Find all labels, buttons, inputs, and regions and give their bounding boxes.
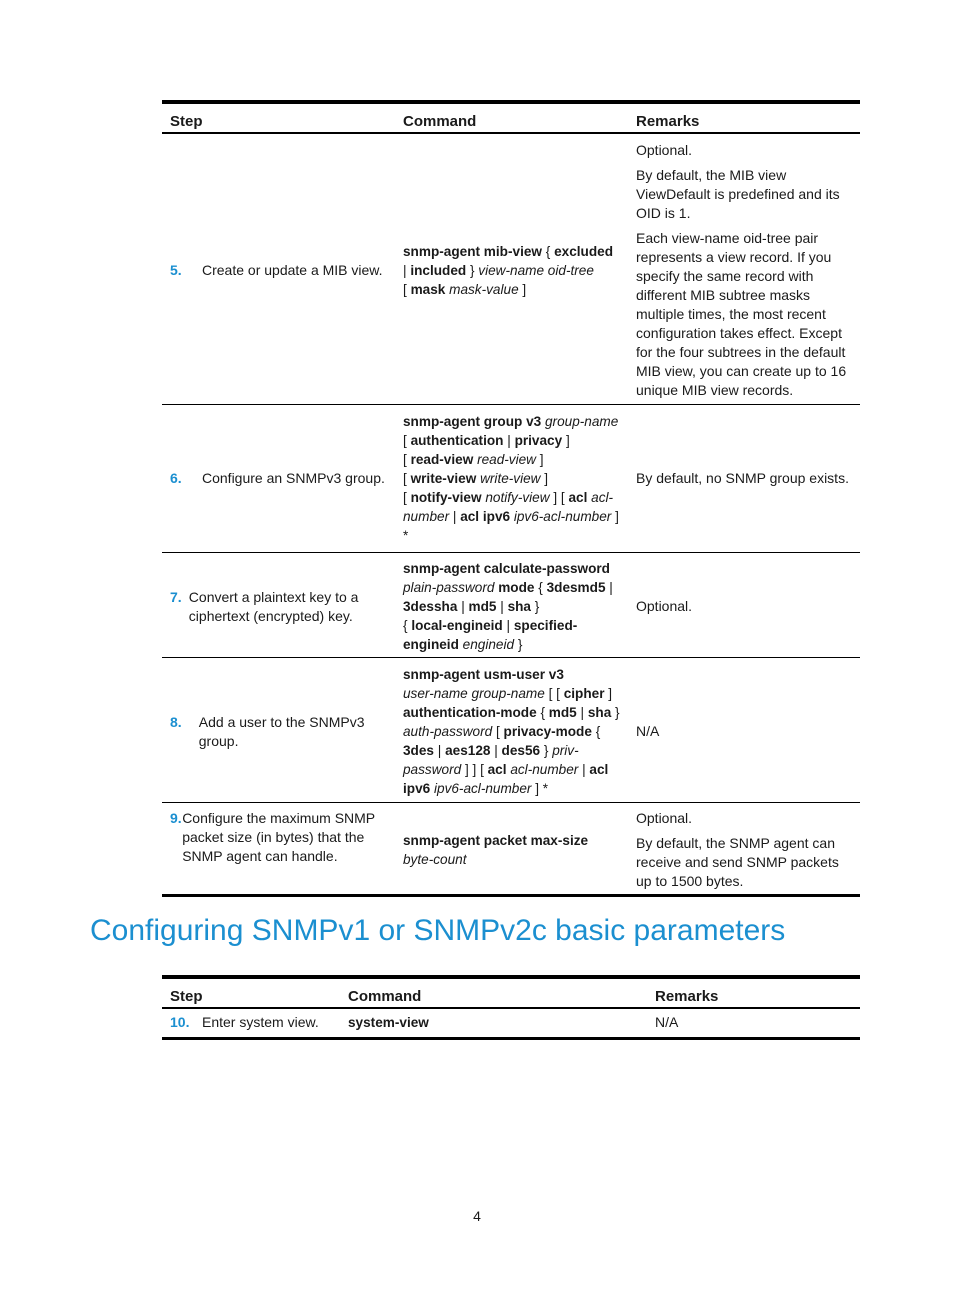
remark-paragraph: Optional.	[636, 142, 693, 158]
command-syntax: ] [	[549, 490, 569, 505]
command-syntax: |	[433, 743, 446, 758]
command-syntax: ] ] [	[461, 762, 488, 777]
command-syntax: |	[503, 433, 515, 448]
remarks-cell	[628, 658, 860, 803]
command-syntax: |	[502, 618, 514, 633]
command-syntax: }	[514, 637, 523, 652]
table-header-row	[162, 102, 860, 133]
command-line	[403, 488, 620, 545]
command-syntax: {	[591, 724, 601, 739]
command-syntax: |	[496, 599, 508, 614]
command-argument: auth-password	[403, 724, 493, 739]
command-keyword: notify-view	[410, 490, 482, 505]
remarks-cell	[628, 133, 860, 405]
table-row	[162, 1008, 860, 1039]
step-description: Configure an SNMPv3 group.	[202, 470, 385, 486]
step-cell	[162, 553, 395, 658]
step-cell	[162, 1008, 340, 1039]
command-syntax: [	[403, 282, 411, 297]
header-remarks: Remarks	[655, 988, 719, 1005]
command-syntax: |	[490, 743, 502, 758]
command-syntax: {	[534, 580, 547, 595]
command-syntax: {	[541, 244, 555, 259]
command-keyword: 3dessha	[403, 599, 458, 614]
step	[170, 809, 387, 866]
command-argument: ipv6-acl-number	[513, 509, 612, 524]
command-keyword: acl ipv6	[460, 509, 511, 524]
command-syntax: |	[403, 263, 411, 278]
command-keyword: privacy	[514, 433, 563, 448]
command-argument: notify-view	[485, 490, 550, 505]
table-row	[162, 553, 860, 658]
remark-paragraph: N/A	[655, 1014, 679, 1030]
command-keyword: 3des	[403, 743, 434, 758]
command-line	[403, 242, 620, 280]
table-header-row	[162, 977, 860, 1008]
command-keyword: privacy-mode	[503, 724, 592, 739]
command-keyword: snmp-agent packet max-size	[403, 833, 589, 848]
command-cell	[395, 658, 628, 803]
command-argument: mask-value	[449, 282, 519, 297]
step-cell	[162, 803, 395, 896]
command-syntax: |	[457, 599, 469, 614]
command-syntax: [	[403, 471, 411, 486]
step-cell	[162, 133, 395, 405]
command-cell	[340, 1008, 647, 1039]
command-argument: view-name oid-tree	[478, 263, 594, 278]
command-argument: engineid	[462, 637, 515, 652]
command-line	[403, 665, 620, 684]
command-keyword: mode	[498, 580, 535, 595]
command-line	[403, 850, 620, 869]
command-syntax: ] *	[531, 781, 549, 796]
remark-paragraph: N/A	[636, 723, 660, 739]
command-syntax: }	[466, 263, 479, 278]
step-number: 6.	[170, 470, 182, 486]
command-argument: ipv6-acl-number	[433, 781, 532, 796]
command-keyword: md5	[468, 599, 497, 614]
step-description: Enter system view.	[202, 1014, 319, 1030]
command-keyword: snmp-agent usm-user v3	[403, 667, 564, 682]
command-argument: read-view	[477, 452, 536, 467]
command-keyword: snmp-agent calculate-password	[403, 561, 610, 576]
command-line	[403, 412, 620, 431]
command-cell	[395, 133, 628, 405]
step-description: Create or update a MIB view.	[202, 262, 383, 278]
command-syntax: ]	[536, 452, 544, 467]
command-keyword: specified-engineid	[403, 618, 578, 652]
command-syntax: [ [	[544, 686, 564, 701]
step-number: 5.	[170, 262, 182, 278]
step	[170, 1013, 332, 1032]
command-syntax: [	[403, 490, 411, 505]
step-number: 8.	[170, 713, 182, 730]
command-keyword: md5	[548, 705, 577, 720]
command-syntax: {	[403, 618, 412, 633]
command-keyword: sha	[587, 705, 612, 720]
command-keyword: aes128	[445, 743, 491, 758]
command-argument: byte-count	[403, 852, 467, 867]
command-line	[403, 616, 620, 654]
command-syntax: }	[540, 743, 553, 758]
config-table-2	[162, 975, 860, 1040]
command-argument: group-name	[545, 414, 619, 429]
command-keyword: write-view	[410, 471, 477, 486]
command-syntax: |	[605, 580, 613, 595]
command-argument: acl-number	[510, 762, 579, 777]
command-syntax: |	[578, 762, 590, 777]
command-keyword: acl	[568, 490, 588, 505]
command-line	[403, 431, 620, 450]
command-syntax: [	[492, 724, 504, 739]
command-keyword: des56	[501, 743, 541, 758]
remark-paragraph: Optional.	[636, 810, 693, 826]
header-step: Step	[170, 113, 203, 130]
command-syntax: ]	[518, 282, 527, 297]
command-line	[403, 559, 620, 578]
command-argument: plain-password	[403, 580, 495, 595]
command-cell	[395, 553, 628, 658]
command-keyword: cipher	[563, 686, 605, 701]
command-line	[403, 684, 620, 798]
command-line	[403, 280, 620, 299]
header-command: Command	[348, 988, 422, 1005]
command-argument: write-view	[480, 471, 541, 486]
remarks-cell	[647, 1008, 860, 1039]
command-keyword: system-view	[348, 1015, 429, 1030]
step-number: 10.	[170, 1014, 190, 1030]
command-cell	[395, 405, 628, 553]
command-keyword: acl ipv6	[403, 762, 609, 796]
step-cell	[162, 405, 395, 553]
command-keyword: snmp-agent mib-view	[403, 244, 542, 259]
remark-paragraph: By default, the MIB view ViewDefault is predefined and its OID is 1.	[636, 167, 840, 221]
step-description: Add a user to the SNMPv3 group.	[198, 713, 365, 749]
remark-paragraph: By default, no SNMP group exists.	[636, 470, 849, 486]
remark-paragraph: Each view-name oid-tree pair represents a view record. If you specify the same record with different MIB subtree masks multiple times, the most recent configuration takes effect. Except for the four subtrees in the default MIB view, you can create up to 16 unique MIB view records.	[636, 230, 847, 398]
command-line	[403, 578, 620, 616]
step-number: 7.	[170, 588, 182, 605]
header-remarks: Remarks	[636, 113, 700, 130]
command-argument: acl-number	[403, 490, 614, 524]
step-description: Configure the maximum SNMP packet size (in bytes) that the SNMP agent can handle.	[182, 810, 375, 864]
remark-paragraph: Optional.	[636, 598, 693, 614]
command-keyword: local-engineid	[411, 618, 503, 633]
command-syntax: ]	[540, 471, 549, 486]
command-syntax: }	[611, 705, 620, 720]
remark-paragraph: By default, the SNMP agent can receive and send SNMP packets up to 1500 bytes.	[636, 835, 839, 889]
command-syntax: }	[531, 599, 540, 614]
command-keyword: authentication	[410, 433, 504, 448]
command-keyword: included	[410, 263, 467, 278]
command-line	[348, 1013, 639, 1032]
command-syntax: ]	[604, 686, 613, 701]
command-cell	[395, 803, 628, 896]
step	[170, 261, 387, 280]
header-command: Command	[403, 113, 477, 130]
command-keyword: sha	[507, 599, 531, 614]
command-argument: user-name group-name	[403, 686, 545, 701]
command-argument: priv-password	[403, 743, 579, 777]
step	[170, 588, 387, 626]
command-keyword: authentication-mode	[403, 705, 537, 720]
step-number: 9.	[170, 810, 182, 826]
table-row	[162, 803, 860, 896]
table-row	[162, 405, 860, 553]
header-step: Step	[170, 988, 203, 1005]
command-syntax: [	[403, 452, 411, 467]
command-line	[403, 450, 620, 469]
command-line	[403, 831, 620, 850]
command-syntax: |	[449, 509, 461, 524]
command-keyword: acl	[487, 762, 507, 777]
command-keyword: 3desmd5	[546, 580, 606, 595]
command-keyword: excluded	[554, 244, 614, 259]
remarks-cell	[628, 405, 860, 553]
command-syntax: ]	[562, 433, 570, 448]
command-keyword: mask	[410, 282, 446, 297]
command-line	[403, 469, 620, 488]
section-title: Configuring SNMPv1 or SNMPv2c basic parameters	[90, 914, 786, 947]
step-description: Convert a plaintext key to a ciphertext (encrypted) key.	[188, 588, 359, 624]
step	[170, 713, 387, 751]
command-syntax: [	[403, 433, 411, 448]
command-keyword: read-view	[410, 452, 474, 467]
command-syntax: ] *	[403, 509, 619, 543]
command-syntax: {	[536, 705, 549, 720]
table-row	[162, 658, 860, 803]
remarks-cell	[628, 803, 860, 896]
step	[170, 469, 387, 488]
step-cell	[162, 658, 395, 803]
table-row	[162, 133, 860, 405]
command-keyword: snmp-agent group v3	[403, 414, 542, 429]
config-table-1	[162, 100, 860, 897]
page-number: 4	[473, 1208, 481, 1224]
remarks-cell	[628, 553, 860, 658]
command-syntax: |	[576, 705, 588, 720]
